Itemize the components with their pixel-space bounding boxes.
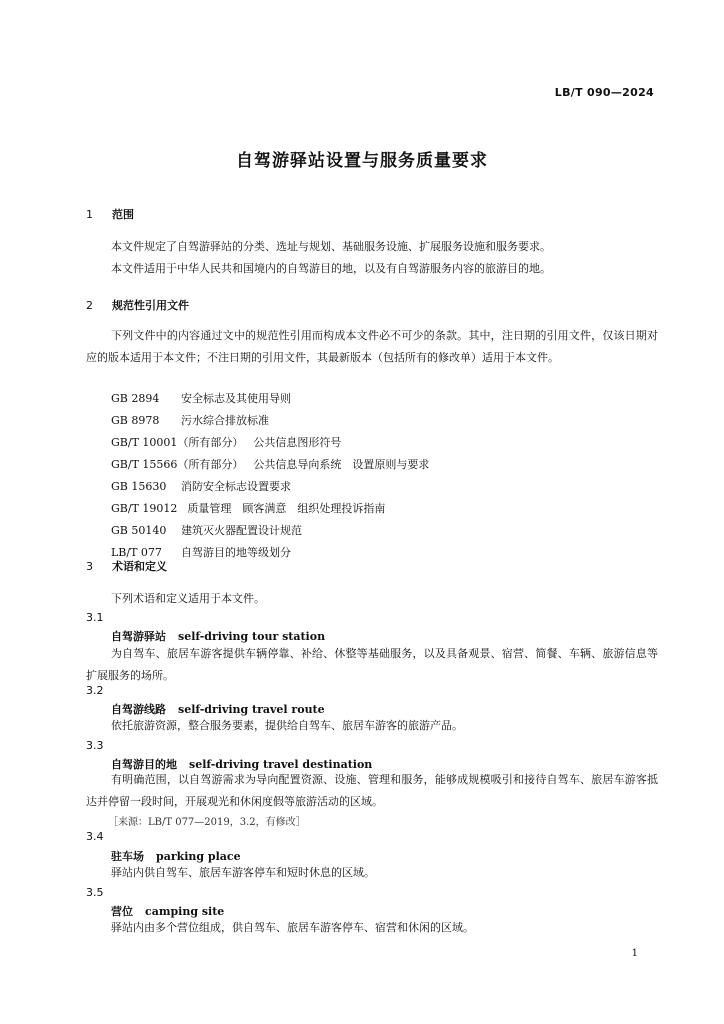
term-number: 3.4	[86, 830, 104, 843]
normative-reference	[111, 434, 341, 450]
term-definition: 驿站内供自驾车、旅居车游客停车和短时休息的区域。	[111, 866, 375, 879]
section-title: 术语和定义	[112, 560, 167, 573]
reference-code: GB 2894	[111, 392, 160, 405]
section-number: 3	[86, 560, 93, 573]
term-chinese: 自驾游线路	[111, 703, 166, 716]
reference-code: GB/T 15566（所有部分）	[111, 458, 244, 471]
normative-reference	[111, 412, 269, 428]
term-chinese: 驻车场	[111, 850, 144, 863]
term-definition	[86, 643, 658, 687]
normative-reference	[111, 456, 429, 472]
document-title: 自驾游驿站设置与服务质量要求	[236, 151, 488, 171]
reference-code: GB/T 10001（所有部分）	[111, 436, 244, 449]
section-number: 2	[86, 299, 93, 312]
term-english: self-driving tour station	[178, 630, 326, 643]
term-chinese: 自驾游目的地	[111, 758, 177, 771]
section-title: 规范性引用文件	[112, 299, 189, 312]
intro-text: 下列文件中的内容通过文中的规范性引用而构成本文件必不可少的条款。其中，注日期的引用文件，仅该日期对应的版本适用于本文件；不注日期的引用文件，其最新版本（包括所有的修改单）适用于本文件。	[86, 329, 658, 364]
term-english: camping site	[145, 905, 225, 918]
term-number: 3.5	[86, 886, 104, 899]
term-definition: 依托旅游资源，整合服务要素，提供给自驾车、旅居车游客的旅游产品。	[111, 719, 463, 732]
reference-title: 质量管理 顾客满意 组织处理投诉指南	[187, 502, 386, 515]
standard-code: LB/T 090—2024	[554, 86, 654, 99]
source-note: ［来源：LB/T 077—2019，3.2，有修改］	[108, 817, 306, 828]
reference-title: 公共信息导向系统 设置原则与要求	[253, 458, 430, 471]
section-2-heading	[86, 297, 189, 313]
reference-title: 自驾游目的地等级划分	[181, 546, 291, 559]
term-number: 3.1	[86, 611, 104, 624]
term-chinese: 营位	[111, 905, 133, 918]
section-1-paragraph: 本文件适用于中华人民共和国境内的自驾游目的地，以及有自驾游服务内容的旅游目的地。	[111, 262, 551, 275]
normative-reference	[111, 478, 291, 494]
definition-text: 为自驾车、旅居车游客提供车辆停靠、补给、休整等基础服务，以及具备观景、宿营、简餐、车辆、旅游信息等扩展服务的场所。	[86, 647, 658, 682]
section-1-heading	[86, 206, 134, 222]
section-2-intro	[86, 325, 658, 369]
reference-code: GB 15630	[111, 480, 167, 493]
section-3-heading	[86, 558, 167, 574]
term-chinese: 自驾游驿站	[111, 630, 166, 643]
reference-code: GB/T 19012	[111, 502, 178, 515]
reference-title: 消防安全标志设置要求	[181, 480, 291, 493]
section-3-intro: 下列术语和定义适用于本文件。	[111, 592, 265, 605]
definition-text: 有明确范围，以自驾游需求为导向配置资源、设施、管理和服务，能够成规模吸引和接待自驾车、旅居车游客抵达并停留一段时间，开展观光和休闲度假等旅游活动的区域。	[86, 773, 658, 808]
page-number: 1	[631, 948, 638, 959]
reference-code: GB 8978	[111, 414, 160, 427]
term-definition: 驿站内由多个营位组成，供自驾车、旅居车游客停车、宿营和休闲的区域。	[111, 921, 474, 934]
term-title	[111, 628, 325, 644]
section-number: 1	[86, 208, 93, 221]
reference-code: GB 50140	[111, 524, 167, 537]
normative-reference	[111, 522, 302, 538]
reference-code: LB/T 077	[111, 546, 162, 559]
reference-title: 公共信息图形符号	[253, 436, 342, 449]
reference-title: 安全标志及其使用导则	[181, 392, 291, 405]
term-number: 3.3	[86, 739, 104, 752]
section-title: 范围	[112, 208, 134, 221]
term-english: self-driving travel route	[178, 703, 325, 716]
section-1-paragraph: 本文件规定了自驾游驿站的分类、选址与规划、基础服务设施、扩展服务设施和服务要求。	[111, 240, 551, 253]
normative-reference	[111, 500, 385, 516]
term-english: parking place	[156, 850, 241, 863]
term-definition	[86, 769, 658, 813]
normative-reference	[111, 390, 291, 406]
term-number: 3.2	[86, 684, 104, 697]
reference-title: 污水综合排放标准	[181, 414, 269, 427]
term-english: self-driving travel destination	[189, 758, 373, 771]
reference-title: 建筑灭火器配置设计规范	[181, 524, 302, 537]
